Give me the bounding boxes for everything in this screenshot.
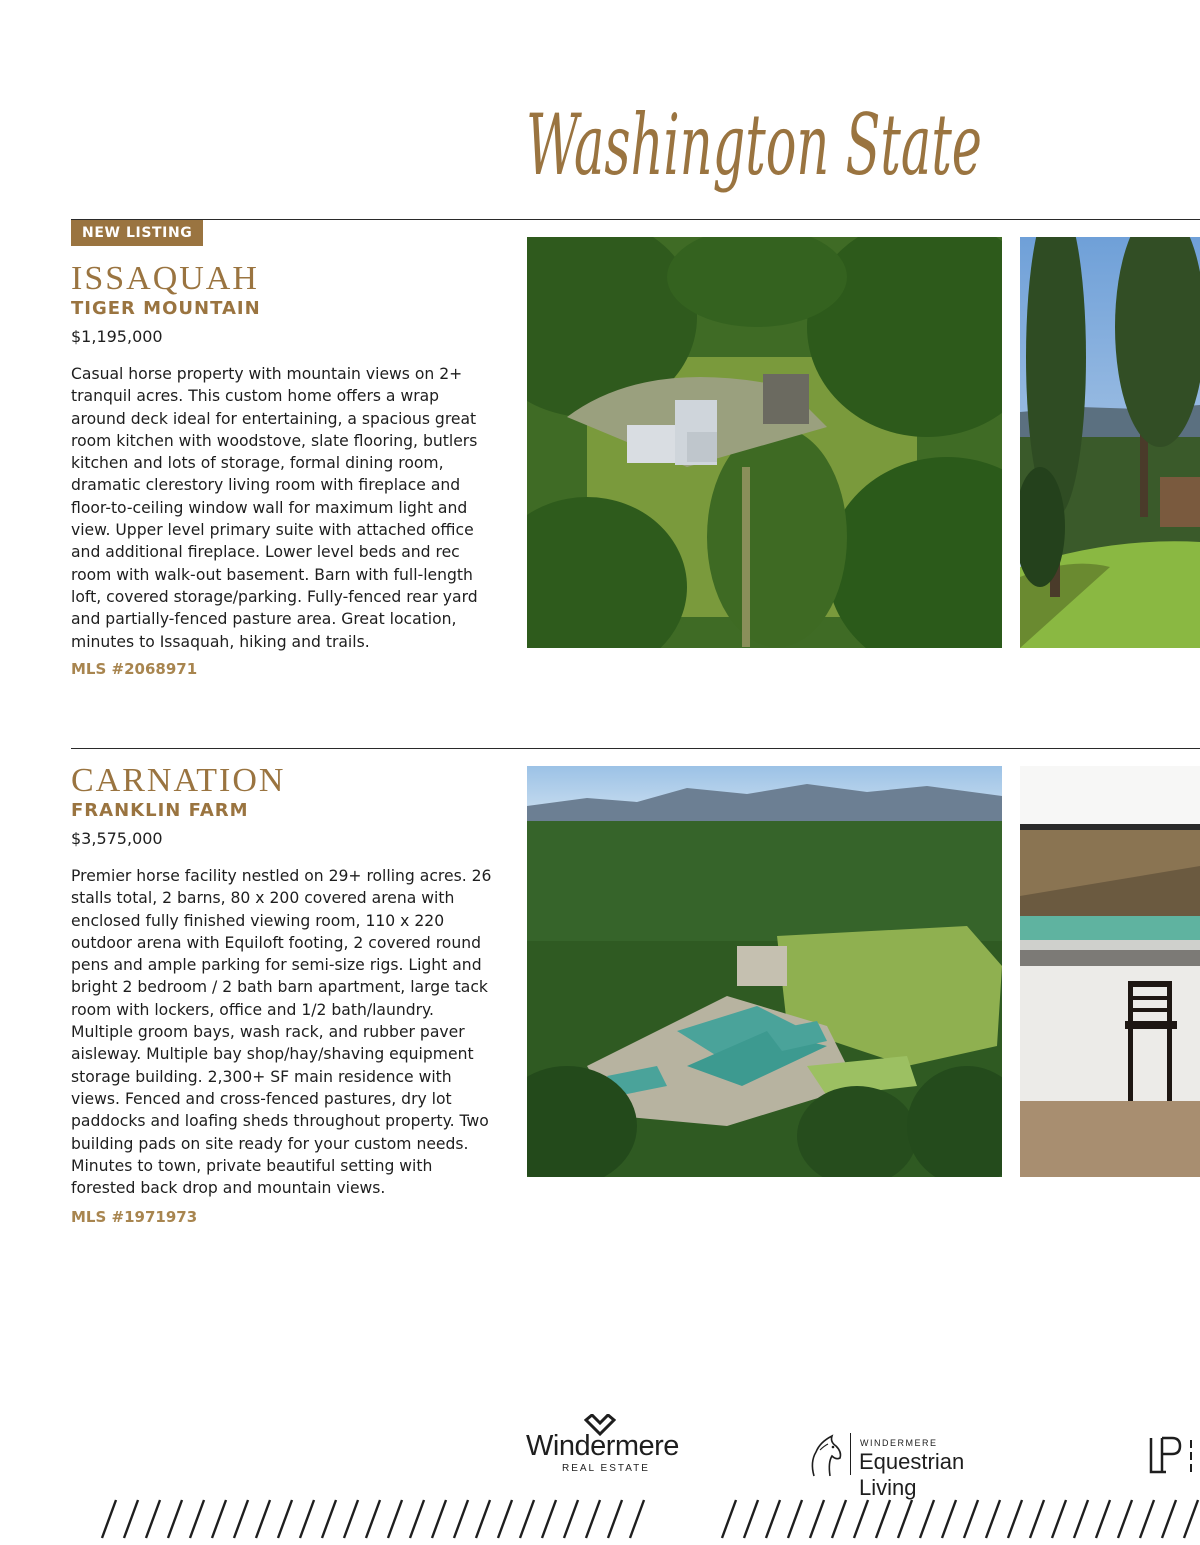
listing-city: CARNATION xyxy=(71,762,286,799)
listing-description: Casual horse property with mountain views on 2+ tranquil acres. This custom home offers a wrap around deck ideal for entertaining, a spacious great room kitchen with woodstove, slate flooring, butlers kitchen and lots of storage, formal dining room, dramatic clerestory living room with fireplace and floor-to-ceiling window wall for maximum light and view. Upper level primary suite with attached office and additional fireplace. Lower level beds and rec room with walk-out basement. Barn with full-length loft, covered storage/parking. Fully-fenced rear yard and partially-fenced pasture area. Great location, minutes to Issaquah, hiking and trails. xyxy=(71,365,478,651)
equestrian-living-logo xyxy=(806,1430,1026,1500)
section-divider-top xyxy=(71,219,1200,220)
lp-monogram-icon xyxy=(1148,1434,1200,1478)
windermere-wordmark: Windermere xyxy=(526,1430,679,1462)
listing-price: $3,575,000 xyxy=(71,829,163,848)
lp-logo xyxy=(1148,1434,1200,1478)
equestrian-logo-name: Equestrian Living xyxy=(859,1449,965,1500)
decorative-hatch-right xyxy=(712,1494,1200,1544)
listing-mls: MLS #2068971 xyxy=(71,660,198,678)
listing-city: ISSAQUAH xyxy=(71,260,259,297)
section-divider-middle xyxy=(71,748,1200,749)
listing-mls: MLS #1971973 xyxy=(71,1208,198,1226)
new-listing-badge: NEW LISTING xyxy=(71,220,203,246)
windermere-tagline: REAL ESTATE xyxy=(562,1463,650,1474)
listing-name: FRANKLIN FARM xyxy=(71,800,249,821)
listing-price: $1,195,000 xyxy=(71,327,163,346)
viewing-room-photo xyxy=(1020,766,1200,1177)
listing-description: Premier horse facility nestled on 29+ rolling acres. 26 stalls total, 2 barns, 80 x 200 covered arena with enclosed fully finished viewing room, 110 x 220 outdoor arena with Equiloft footing, 2 covered round pens and ample parking for semi-size rigs. Light and bright 2 bedroom / 2 bath barn apartment, large tack room with lockers, office and 1/2 bath/laundry. Multiple groom bays, wash rack, and rubber paver aisleway. Multiple bay shop/hay/shaving equipment storage building. 2,300+ SF main residence with views. Fenced and cross-fenced pastures, dry lot paddocks and loafing sheds throughout property. Two building pads on site ready for your custom needs. Minutes to town, private beautiful setting with forested back drop and mountain views. xyxy=(71,867,492,1198)
script-title-text: Washington State xyxy=(526,96,982,194)
equestrian-logo-small: WINDERMERE xyxy=(860,1438,938,1448)
horse-head-icon xyxy=(806,1432,846,1478)
yard-view-photo xyxy=(1020,237,1200,648)
aerial-property-photo xyxy=(527,237,1002,648)
listing-name: TIGER MOUNTAIN xyxy=(71,298,261,319)
decorative-hatch-left xyxy=(92,1494,662,1544)
washington-state-script-title xyxy=(520,62,990,222)
aerial-farm-photo xyxy=(527,766,1002,1177)
windermere-logo xyxy=(524,1414,678,1478)
equestrian-logo-divider xyxy=(850,1433,851,1475)
